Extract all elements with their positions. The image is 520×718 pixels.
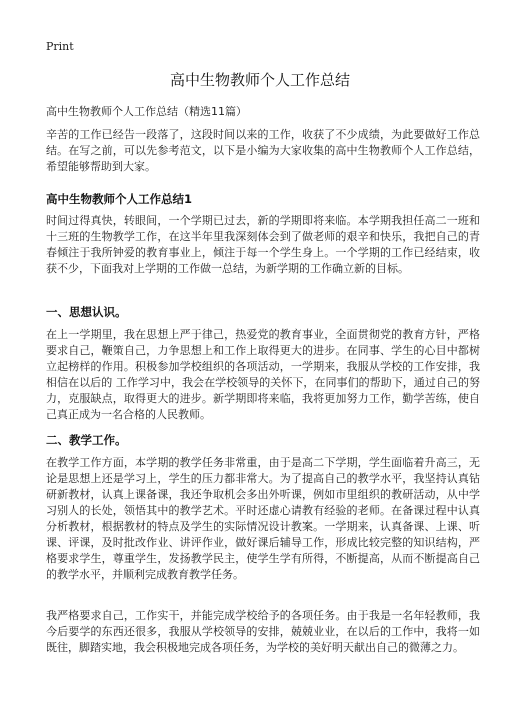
document-title: 高中生物教师个人工作总结 [169, 71, 350, 89]
intro-paragraph: 辛苦的工作已经告一段落了，这段时间以来的工作，收获了不少成绩，为此要做好工作总结。在写之前，可以先参考范文，以下是小编为大家收集的高中生物教师个人工作总结，希望能够帮助到大家。 [46, 128, 480, 173]
document-subtitle: 高中生物教师个人工作总结（精选11篇） [46, 105, 247, 118]
closing-paragraph: 我严格要求自己，工作实干，并能完成学校给予的各项任务。由于我是一名年轻教师，我今后要学的东西还很多，我服从学校领导的安排，兢兢业业，在以后的工作中，我将一如既往，脚踏实地，我会积极地完成各项任务，为学校的美好明天献出自己的微薄之力。 [46, 609, 480, 654]
teaching-paragraph: 在教学工作方面，本学期的教学任务非常重，由于是高二下学期，学生面临着升高三，无论是思想上还是学习上，学生的压力都非常大。为了提高自己的教学水平，我坚持认真钻研新教材，认真上课备课，我还争取机会多出外听课，例如市里组织的教研活动，从中学习别人的长处，领悟其中的教学艺术。平时还虚心请教有经验的老师。在备课过程中认真分析教材，根据教材的特点及学生的实际情况设计教案。一学期来，认真备课、上课、听课、评课，及时批改作业、讲评作业，做好课后辅导工作，形成比较完整的知识结构，严格要求学生，尊重学生，发扬教学民主，使学生学有所得，不断提高，从而不断提高自己的教学水平，并顺利完成教育教学任务。 [46, 456, 480, 581]
section-title: 高中生物教师个人工作总结1 [46, 192, 193, 206]
thought-paragraph: 在上一学期里，我在思想上严于律己，热爱党的教育事业，全面贯彻党的教育方针，严格要求自己，鞭策自己，力争思想上和工作上取得更大的进步。在同事、学生的心目中都树立起榜样的作用。积极参加学校组织的各项活动，一学期来，我服从学校的工作安排，我相信在以后的 工作学习中，我会在学校领导的关怀下，在同事们的帮助下，通过自己的努力，克服缺点，取得更大的进步。新学期即将来临，我将更加努力工作，勤学苦练，使自己真正成为一名合格的人民教师。 [46, 328, 480, 421]
heading-thought: 一、思想认识。 [46, 305, 127, 319]
section-paragraph: 时间过得真快，转眼间，一个学期已过去，新的学期即将来临。本学期我担任高二一班和十三班的生物教学工作，在这半年里我深刻体会到了做老师的艰辛和快乐，我把自己的青春倾注于我所钟爱的教育事业上，倾注于每一个学生身上。一个学期的工作已经结束，收获不少，下面我对上学期的工作做一总结，为新学期的工作确立新的目标。 [46, 214, 480, 275]
heading-teaching: 二、教学工作。 [46, 433, 127, 447]
print-link[interactable]: Print [46, 40, 74, 53]
